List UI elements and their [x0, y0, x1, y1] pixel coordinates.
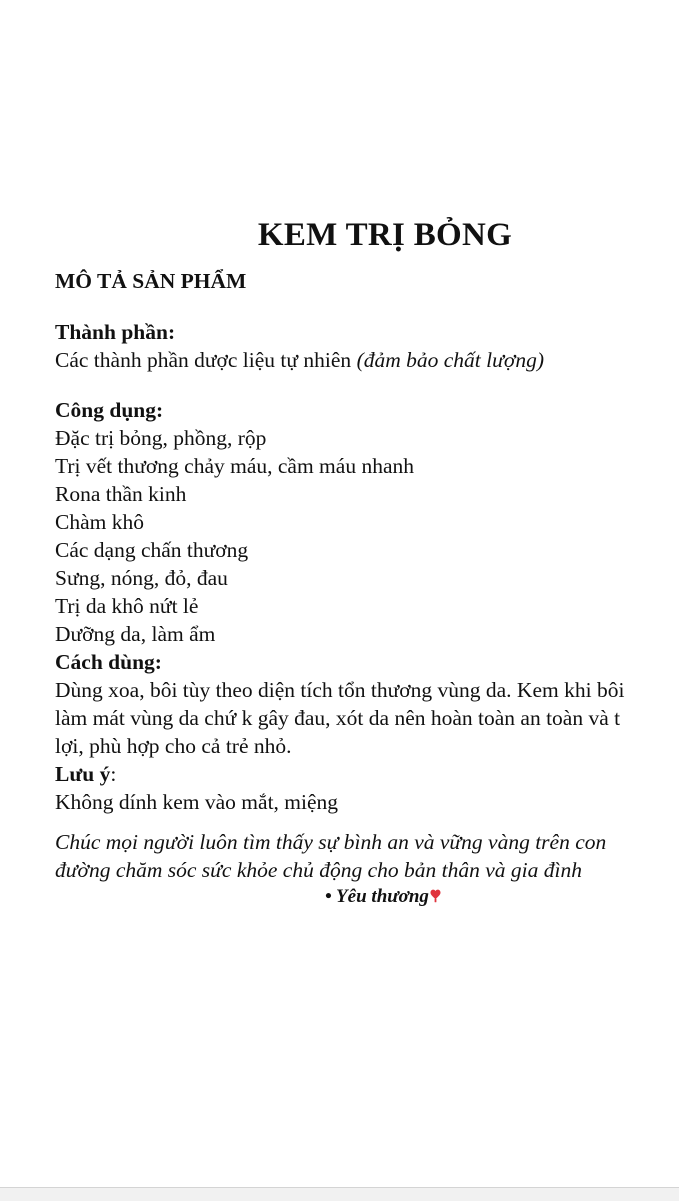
signoff: [325, 884, 679, 910]
uses-item: Trị vết thương chảy máu, cầm máu nhanh: [55, 454, 414, 478]
heart-icon: [430, 889, 441, 903]
uses-item: Các dạng chấn thương: [55, 538, 249, 562]
closing-message: [55, 828, 679, 884]
document-title: KEM TRỊ BỎNG: [257, 217, 513, 253]
uses-item: Trị da khô nứt lẻ: [55, 594, 199, 618]
directions-line: Dùng xoa, bôi tùy theo diện tích tổn thương vùng da. Kem khi bôi: [55, 678, 625, 702]
note-label: [55, 760, 679, 788]
uses-item: Đặc trị bỏng, phồng, rộp: [55, 426, 267, 450]
closing-line: đường chăm sóc sức khỏe chủ động cho bản thân và gia đình: [55, 858, 582, 882]
closing-line: Chúc mọi người luôn tìm thấy sự bình an và vững vàng trên con: [55, 830, 607, 854]
ingredients-text: [55, 346, 679, 374]
note-label-colon: :: [110, 762, 117, 786]
uses-item: Sưng, nóng, đỏ, đau: [55, 566, 228, 590]
directions-line: lợi, phù hợp cho cả trẻ nhỏ.: [55, 734, 292, 758]
ingredients-note: (đảm bảo chất lượng): [356, 348, 544, 372]
uses-item: Dưỡng da, làm ẩm: [55, 622, 216, 646]
bottom-edge-bar: [0, 1187, 679, 1201]
ingredients-main-text: Các thành phần dược liệu tự nhiên: [55, 348, 357, 372]
document-body: [55, 266, 679, 910]
section-heading-product-description: MÔ TẢ SẢN PHẨM: [55, 269, 247, 293]
signoff-text: • Yêu thương: [325, 886, 429, 907]
ingredients-label: Thành phần:: [55, 320, 176, 344]
directions-line: làm mát vùng da chứ k gây đau, xót da nên hoàn toàn an toàn và t: [55, 706, 621, 730]
uses-item: Chàm khô: [55, 510, 144, 534]
uses-label: Công dụng:: [55, 398, 164, 422]
note-label-text: Lưu ý: [55, 762, 111, 786]
directions-label: Cách dùng:: [55, 650, 162, 674]
note-text: Không dính kem vào mắt, miệng: [55, 790, 339, 814]
uses-item: Rona thần kinh: [55, 482, 187, 506]
